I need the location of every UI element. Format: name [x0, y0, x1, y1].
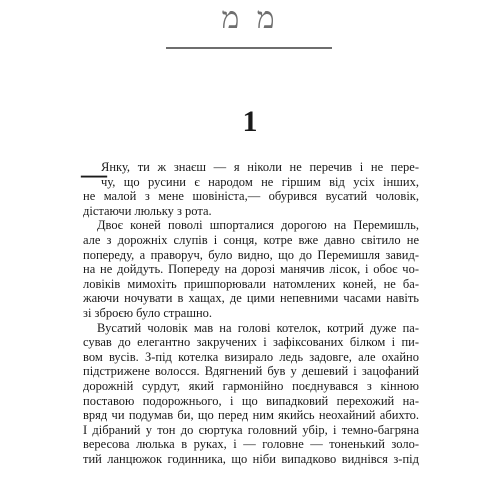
- text-line: Двоє коней поволі шпорталися дорогою на Перемишль,: [97, 218, 419, 233]
- chapter-number: 1: [242, 105, 258, 138]
- chapter-text: [83, 160, 419, 466]
- text-line: Янку, ти ж знаєш — я ніколи не перечив і не пере-: [101, 160, 419, 174]
- chapter-ornament: מ מ: [221, 1, 279, 36]
- text-line: підстрижене волосся. Вдягнений був у дешевий і зацофаний: [83, 364, 419, 379]
- text-line: тий ланцюжок годинника, що ніби випадково виднівся з-під: [83, 451, 419, 466]
- text-line: вересова люлька в руках, і — головне — тоненький золо-: [83, 437, 419, 452]
- text-line: на не дойдуть. Попереду на дорозі манячив лісок, і обоє чо-: [83, 262, 419, 277]
- text-line: сував до елегантно закручених і зафіксованих білком і пи-: [83, 335, 419, 350]
- text-line: не малой з мене шовініста,— обурився вусатий чоловік,: [83, 189, 419, 204]
- text-line: дорожній сурдут, який гармонійно поєднувався з кінною: [83, 378, 419, 393]
- text-line: Вусатий чоловік мав на голові котелок, котрий дуже па-: [97, 320, 419, 335]
- opening-dash: —: [81, 160, 107, 189]
- text-line: вряд чи подумав би, що перед ним якийсь неохайний абихто.: [83, 408, 419, 423]
- text-line: але з дорожніх слупів і сонця, котре вже давно світило не: [83, 232, 419, 247]
- text-line: вом вусів. З-під котелка визирало ледь задовге, але охайно: [83, 349, 419, 364]
- text-line: чу, що русини є народом не гіршим від усіх інших,: [101, 174, 419, 189]
- text-line: дістаючи люльку з рота.: [83, 203, 212, 218]
- text-line: ловіків мимохіть пришпорювали натомлених коней, не ба-: [83, 276, 419, 291]
- text-line: жаючи ночувати в хащах, де цими непевними часами навіть: [83, 291, 419, 306]
- text-line: зі зброєю було страшно.: [83, 305, 213, 320]
- text-line: поставою подорожнього, і що випадковий перехожий на-: [83, 393, 419, 408]
- ornament-rule: [166, 47, 332, 49]
- text-line: попереду, а праворуч, було видно, що до Перемишля завид-: [83, 247, 419, 262]
- text-line: І дібраний у тон до сюртука головний убір, і темно-багряна: [83, 422, 419, 437]
